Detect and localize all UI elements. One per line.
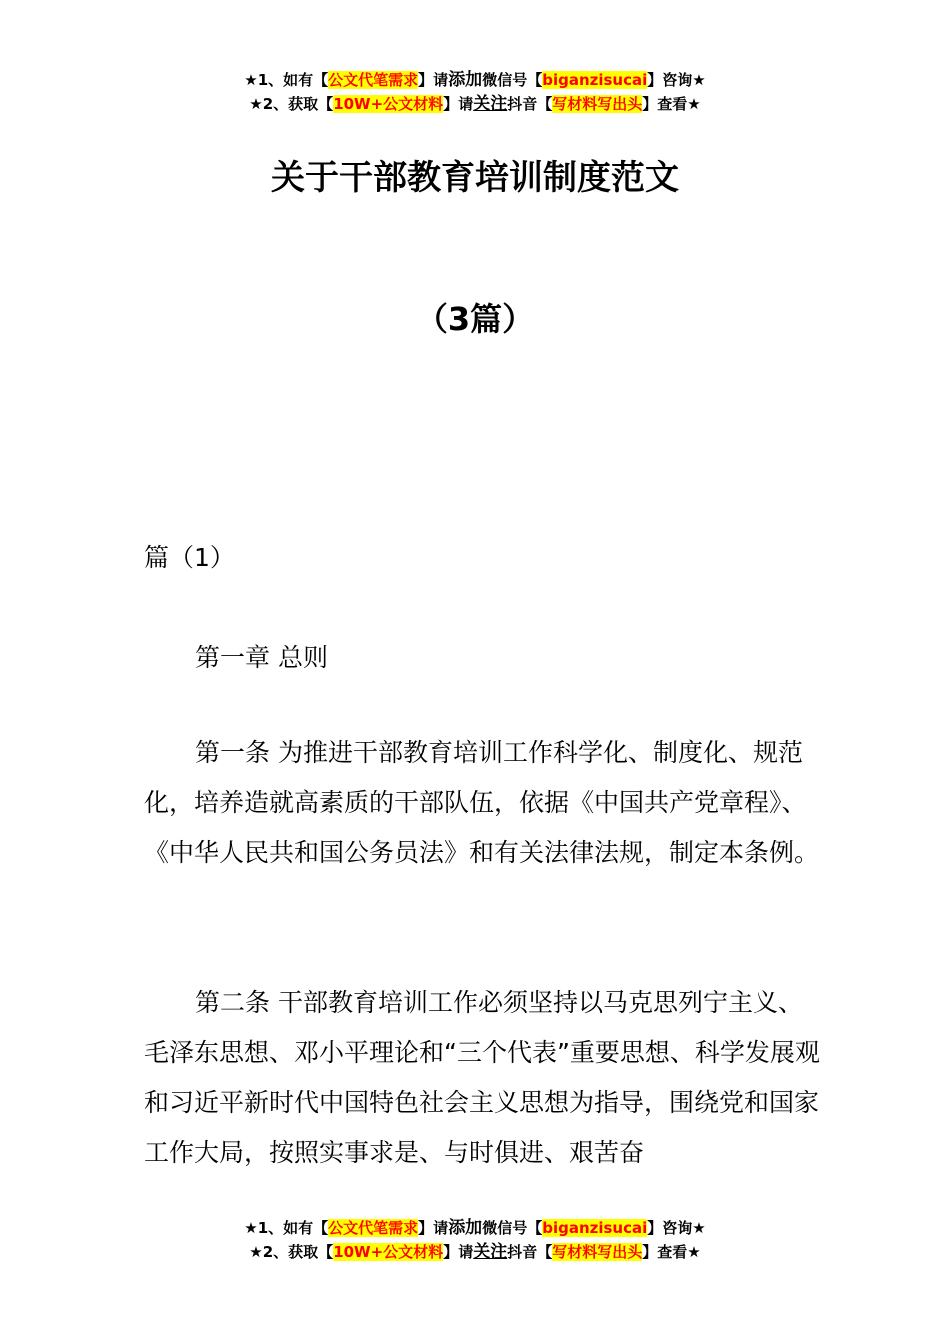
- douyin-id: 写材料写出头: [552, 95, 643, 113]
- section-label: 篇（1）: [144, 543, 235, 572]
- wechat-id: biganzisucai: [542, 71, 648, 89]
- banner-text: ★1、如有【: [244, 1219, 329, 1237]
- document-title: 关于干部教育培训制度范文: [271, 158, 679, 198]
- emphasis-text: 添加: [448, 70, 483, 90]
- banner-text: 】请: [443, 95, 474, 113]
- banner-text: ★2、获取【: [249, 1243, 334, 1261]
- banner-text: 】咨询★: [647, 71, 706, 89]
- banner-line-1: [0, 1216, 950, 1240]
- banner-line-2: [0, 1240, 950, 1264]
- highlight-text: 10W+公文材料: [333, 1243, 444, 1261]
- chapter-heading: 第一章 总则: [195, 643, 328, 672]
- banner-text: 】请: [418, 1219, 449, 1237]
- article-paragraph: 第二条 干部教育培训工作必须坚持以马克思列宁主义、毛泽东思想、邓小平理论和“三个代表”重要思想、科学发展观和习近平新时代中国特色社会主义思想为指导，围绕党和国家工作大局，按照实事求是、与时俱进、艰苦奋: [144, 988, 820, 1167]
- banner-text: 】请: [443, 1243, 474, 1261]
- banner-text: 】请: [418, 71, 449, 89]
- banner-text: 】查看★: [642, 95, 701, 113]
- banner-text: 】咨询★: [647, 1219, 706, 1237]
- wechat-id: biganzisucai: [542, 1219, 648, 1237]
- highlight-text: 10W+公文材料: [333, 95, 444, 113]
- emphasis-text: 关注: [473, 94, 508, 114]
- banner-text: 】查看★: [642, 1243, 701, 1261]
- banner-text: 微信号【: [482, 1219, 543, 1237]
- banner-text: 抖音【: [507, 1243, 553, 1261]
- banner-text: 抖音【: [507, 95, 553, 113]
- highlight-text: 公文代笔需求: [328, 71, 419, 89]
- banner-line-1: [0, 68, 950, 92]
- douyin-id: 写材料写出头: [552, 1243, 643, 1261]
- document-subtitle: （3篇）: [415, 300, 535, 338]
- header-banner: [0, 68, 950, 116]
- footer-banner: [0, 1216, 950, 1264]
- highlight-text: 公文代笔需求: [328, 1219, 419, 1237]
- banner-text: ★2、获取【: [249, 95, 334, 113]
- emphasis-text: 添加: [448, 1218, 483, 1238]
- banner-text: 微信号【: [482, 71, 543, 89]
- article-paragraph: 第一条 为推进干部教育培训工作科学化、制度化、规范化，培养造就高素质的干部队伍，依据《中国共产党章程》、《中华人民共和国公务员法》和有关法律法规，制定本条例。: [144, 738, 820, 867]
- banner-text: ★1、如有【: [244, 71, 329, 89]
- banner-line-2: [0, 92, 950, 116]
- emphasis-text: 关注: [473, 1242, 508, 1262]
